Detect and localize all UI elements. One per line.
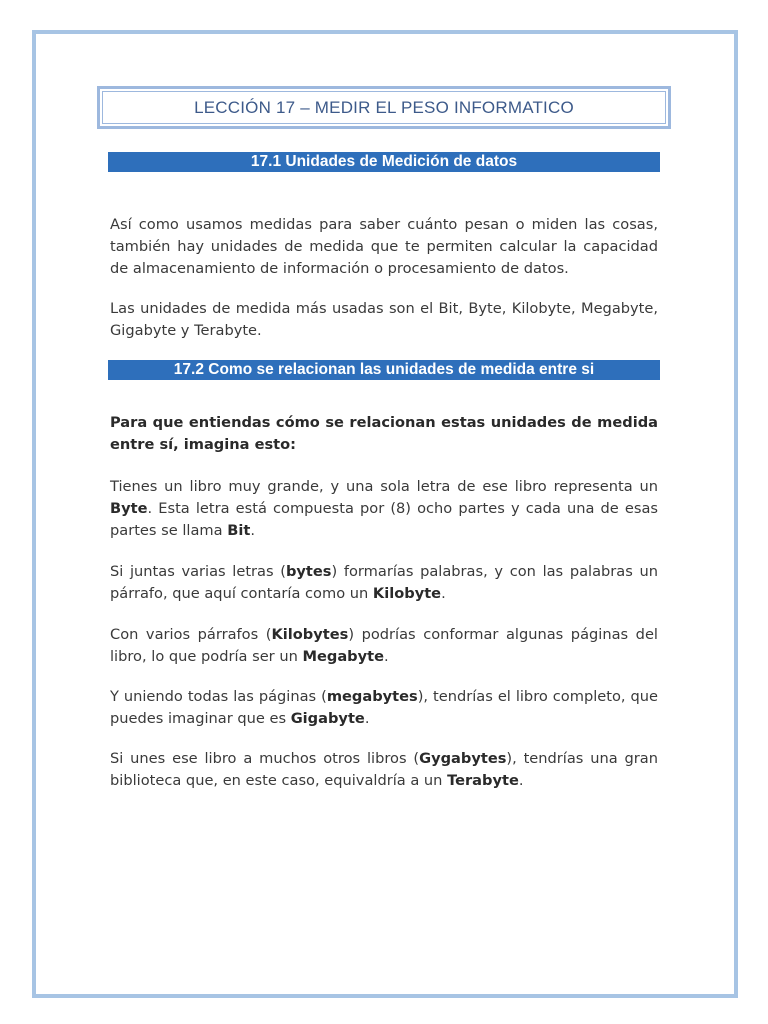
text-segment: . [384, 648, 389, 665]
term-gygabytes: Gygabytes [419, 750, 507, 767]
lesson-title-inner-frame [102, 91, 666, 124]
text-segment: ) podrías conformar algunas páginas del libro, lo que podría ser un [110, 626, 658, 665]
text-segment: Si unes ese libro a muchos otros libros ( [110, 750, 420, 767]
term-bit: Bit [227, 522, 251, 539]
term-kilobyte: Kilobyte [372, 585, 442, 602]
paragraph-kilobyte [110, 561, 658, 605]
term-megabyte: Megabyte [302, 648, 385, 665]
text-segment: ) formarías palabras, y con las palabras un párrafo, que aquí contaría como un [110, 563, 658, 602]
paragraph-gigabyte [110, 686, 658, 730]
paragraph-byte-bit [110, 476, 658, 542]
text-segment: Si juntas varias letras ( [110, 563, 286, 580]
text-segment: Con varios párrafos ( [110, 626, 272, 643]
term-megabytes: megabytes [326, 688, 418, 705]
text-segment: ), tendrías el libro completo, que puedes imaginar que es [110, 688, 658, 727]
text-segment: ), tendrías una gran biblioteca que, en este caso, equivaldría a un [110, 750, 658, 789]
term-terabyte: Terabyte [447, 772, 519, 789]
text-segment: . [250, 522, 255, 539]
text-segment: . [364, 710, 370, 727]
text-segment: Y uniendo todas las páginas ( [110, 688, 327, 705]
lesson-title: LECCIÓN 17 – MEDIR EL PESO INFORMATICO [194, 97, 574, 117]
paragraph-terabyte [110, 748, 658, 792]
term-kilobytes: Kilobytes [271, 626, 349, 643]
term-bytes: bytes [285, 563, 332, 580]
paragraph-intro: Así como usamos medidas para saber cuánto pesan o miden las cosas, también hay unidades de medida que te permiten calcular la capacidad de almacenamiento de información o procesamiento de datos. [110, 216, 658, 277]
text-segment: . [518, 772, 524, 789]
text-segment: . Esta letra está compuesta por (8) ocho partes y cada una de esas partes se llama [110, 500, 658, 539]
section-heading-2: 17.2 Como se relacionan las unidades de medida entre si [173, 361, 595, 378]
paragraph-imagine: Para que entiendas cómo se relacionan estas unidades de medida entre sí, imagina esto: [110, 414, 658, 453]
text-segment: . [441, 585, 446, 602]
section-heading-1: 17.1 Unidades de Medición de datos [250, 153, 518, 170]
term-gigabyte: Gigabyte [290, 710, 365, 727]
section-heading-bar-2 [108, 360, 660, 380]
lesson-title-box [97, 86, 671, 129]
section-heading-bar-1 [108, 152, 660, 172]
paragraph-megabyte [110, 624, 658, 668]
text-segment: Tienes un libro muy grande, y una sola letra de ese libro representa un [110, 478, 658, 495]
paragraph-units-list: Las unidades de medida más usadas son el Bit, Byte, Kilobyte, Megabyte, Gigabyte y Terabyte. [110, 300, 658, 339]
term-byte: Byte [110, 500, 148, 517]
